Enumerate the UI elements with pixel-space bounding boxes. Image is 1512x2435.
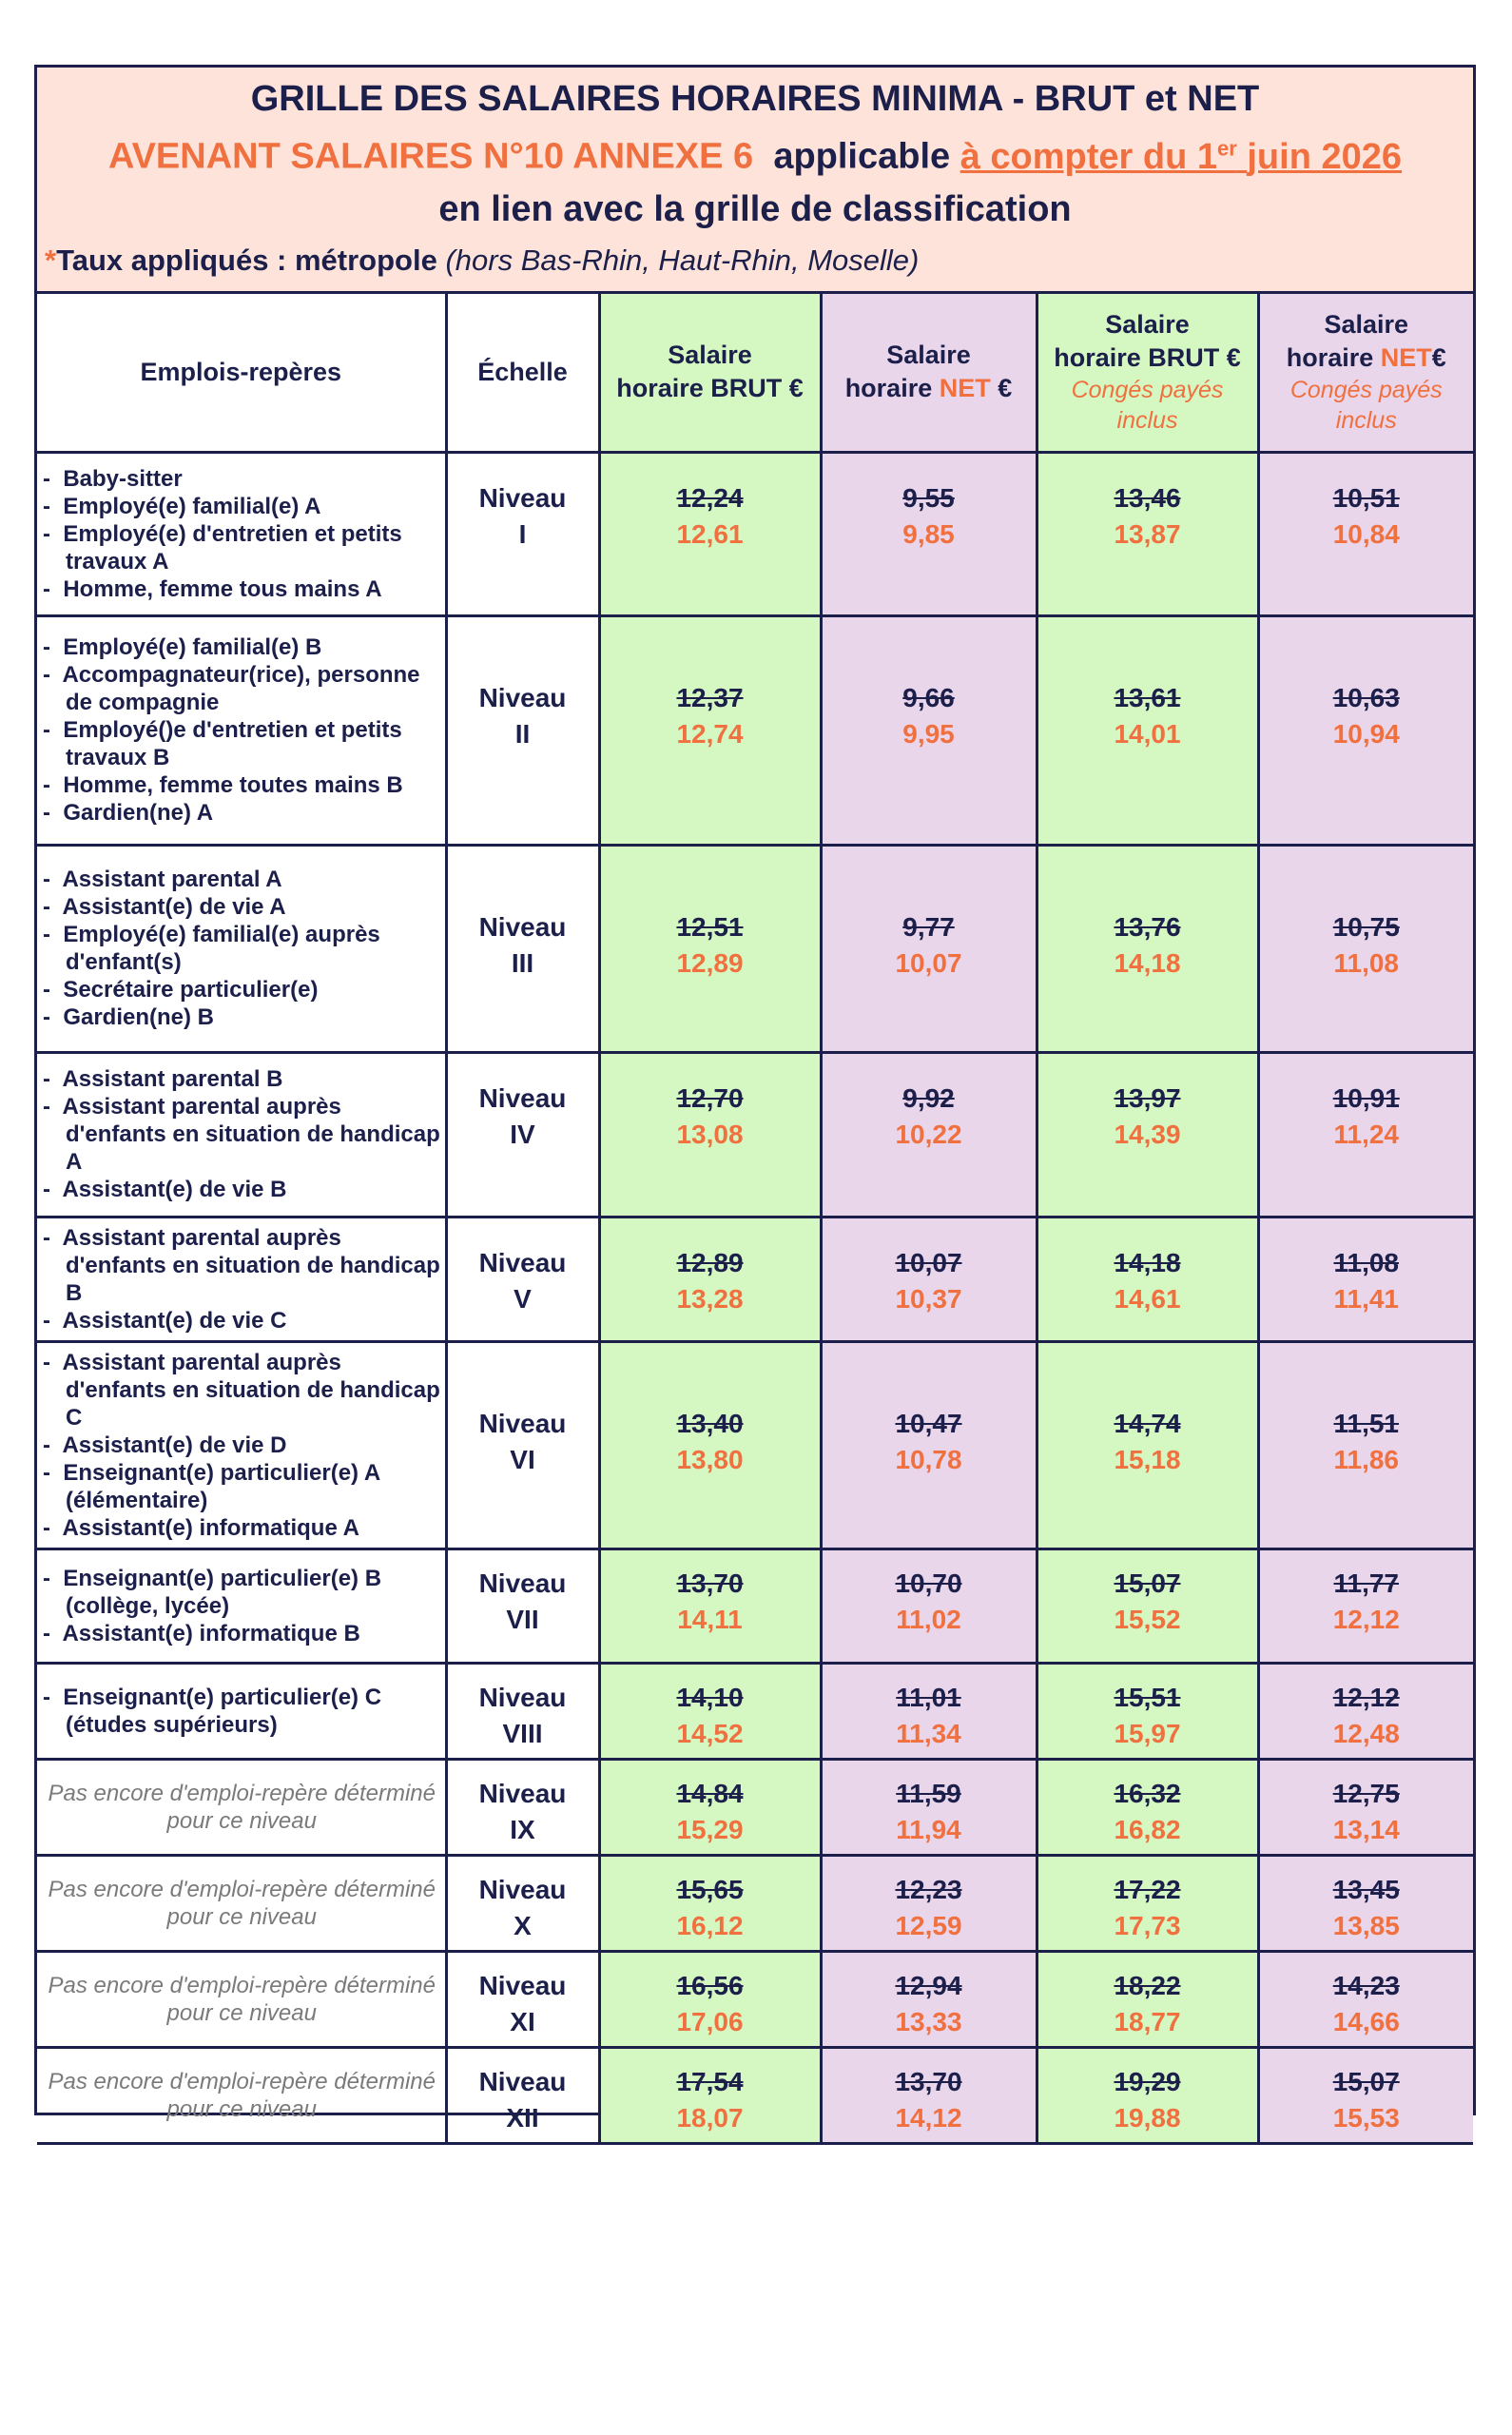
new-value: 12,12 [1332,1604,1400,1634]
document-title: GRILLE DES SALAIRES HORAIRES MINIMA - BRUT et NET [250,79,1260,119]
job-item: - Assistant(e) informatique A [43,1514,441,1542]
salary-table [37,294,1473,2145]
job-item: - Assistant parental A [43,866,441,893]
new-value: 11,41 [1333,1283,1400,1314]
old-value: 10,51 [1332,482,1400,513]
jobs-cell [37,452,446,615]
old-value: 9,55 [902,482,955,513]
effective-date-prefix: à compter du 1 [960,136,1218,177]
net-cp-cell [1258,1217,1473,1341]
col-header-netcp-sub: Congés payés inclus [1289,376,1443,435]
table-row [37,1341,1473,1549]
brut-cp-cell [1037,1951,1258,2047]
brut-cp-cell [1037,845,1258,1052]
job-item: - Assistant parental B [43,1065,441,1093]
old-value: 12,37 [676,682,744,712]
table-row [37,452,1473,615]
net-cell [821,1341,1037,1549]
net-cell [821,1855,1037,1951]
rate-note-italic: (hors Bas-Rhin, Haut-Rhin, Moselle) [445,244,920,277]
new-value: 10,84 [1332,518,1400,549]
new-value: 15,53 [1332,2102,1400,2133]
old-value: 19,29 [1114,2066,1181,2096]
job-item: - Enseignant(e) particulier(e) C (études supérieurs) [43,1684,441,1739]
jobs-cell: Pas encore d'emploi-repère déterminé pour ce niveau [37,1759,446,1855]
net-cp-cell [1258,1341,1473,1549]
job-item: - Accompagnateur(rice), personne de compagnie [43,661,441,716]
new-value: 14,12 [895,2102,962,2133]
old-value: 10,70 [895,1568,962,1598]
col-header-net-l2b: NET [939,374,991,403]
new-value: 14,66 [1332,2006,1400,2036]
effective-date-sup: er [1217,136,1237,160]
old-value: 13,46 [1114,482,1181,513]
old-value: 13,70 [676,1568,744,1598]
old-value: 13,97 [1114,1082,1181,1113]
jobs-cell [37,1052,446,1217]
col-header-netcp-l2c: € [1431,342,1446,372]
level-roman: II [514,718,531,749]
new-value: 15,18 [1114,1444,1181,1474]
brut-cp-cell [1037,2047,1258,2143]
jobs-list [43,1224,441,1334]
job-item: - Homme, femme tous mains A [43,575,441,603]
brut-cp-cell [1037,1855,1258,1951]
old-value: 12,24 [676,482,744,513]
old-value: 10,07 [895,1247,962,1277]
level-label: Niveau [478,1082,567,1113]
net-cell [821,1217,1037,1341]
brut-cell [599,452,821,615]
document-header [37,68,1473,294]
old-value: 17,22 [1114,1874,1181,1904]
new-value: 10,78 [895,1444,962,1474]
new-value: 10,94 [1332,718,1400,749]
jobs-list [43,1684,441,1739]
col-header-net-l2c: € [998,374,1013,403]
level-roman: I [518,518,527,549]
jobs-list [43,465,441,603]
old-value: 12,51 [676,911,744,942]
old-value: 15,07 [1114,1568,1181,1598]
col-header-brut-l2: horaire BRUT € [616,374,804,403]
new-value: 10,37 [895,1283,962,1314]
table-row [37,1759,1473,1855]
jobs-list [43,1065,441,1203]
new-value: 13,87 [1114,518,1181,549]
brut-cell [599,845,821,1052]
job-item: - Assistant(e) informatique B [43,1620,441,1647]
col-header-net-l2a: horaire [844,374,933,403]
col-header-brutcp-l2: horaire BRUT € [1054,342,1241,372]
job-item: - Homme, femme toutes mains B [43,771,441,799]
old-value: 12,89 [676,1247,744,1277]
jobs-cell [37,1549,446,1663]
col-header-net-l1: Salaire [886,341,971,370]
rate-note-bold: Taux appliqués : métropole [56,244,437,277]
level-roman: VI [510,1444,535,1474]
job-item: - Baby-sitter [43,465,441,493]
level-cell [446,1217,599,1341]
level-cell [446,1052,599,1217]
new-value: 15,97 [1114,1718,1181,1748]
col-header-netcp-l1: Salaire [1324,309,1409,339]
level-roman: XII [506,2102,539,2133]
job-item: - Assistant(e) de vie D [43,1432,441,1459]
table-row [37,845,1473,1052]
level-roman: V [514,1283,532,1314]
old-value: 14,74 [1114,1408,1181,1438]
net-cp-cell [1258,845,1473,1052]
old-value: 16,32 [1114,1778,1181,1808]
table-row [37,615,1473,845]
jobs-cell [37,1341,446,1549]
old-value: 14,84 [676,1778,744,1808]
col-header-net [821,294,1037,452]
col-header-jobs: Emplois-repères [37,294,446,452]
new-value: 12,59 [895,1910,962,1940]
brut-cell [599,1052,821,1217]
brut-cp-cell [1037,1341,1258,1549]
brut-cp-cell [1037,1217,1258,1341]
old-value: 11,01 [896,1682,961,1712]
brut-cell [599,1217,821,1341]
net-cell [821,1052,1037,1217]
new-value: 9,95 [902,718,955,749]
new-value: 13,08 [676,1119,744,1149]
net-cell [821,615,1037,845]
jobs-cell [37,1663,446,1759]
old-value: 17,54 [676,2066,744,2096]
job-item: - Enseignant(e) particulier(e) A (élémentaire) [43,1459,441,1514]
level-cell [446,1759,599,1855]
brut-cell [599,2047,821,2143]
net-cell [821,452,1037,615]
net-cell [821,1663,1037,1759]
old-value: 12,12 [1332,1682,1400,1712]
old-value: 11,59 [896,1778,961,1808]
brut-cp-cell [1037,452,1258,615]
level-label: Niveau [478,911,567,942]
table-row [37,1951,1473,2047]
new-value: 12,48 [1332,1718,1400,1748]
old-value: 11,08 [1333,1247,1400,1277]
old-value: 14,10 [676,1682,744,1712]
brut-cp-cell [1037,1052,1258,1217]
old-value: 10,47 [895,1408,962,1438]
level-label: Niveau [478,1247,567,1277]
old-value: 11,77 [1333,1568,1400,1598]
level-label: Niveau [478,1778,567,1808]
brut-cell [599,1549,821,1663]
job-item: - Assistant(e) de vie C [43,1307,441,1334]
old-value: 15,51 [1114,1682,1181,1712]
col-header-brut [599,294,821,452]
old-value: 12,23 [895,1874,962,1904]
level-label: Niveau [478,682,567,712]
net-cell [821,1549,1037,1663]
level-roman: VIII [502,1718,543,1748]
old-value: 12,75 [1332,1778,1400,1808]
new-value: 12,74 [676,718,744,749]
net-cell [821,845,1037,1052]
old-value: 10,91 [1332,1082,1400,1113]
amendment-line [37,136,1473,178]
net-cp-cell [1258,1759,1473,1855]
table-row [37,1549,1473,1663]
new-value: 10,07 [895,947,962,978]
level-cell [446,1951,599,2047]
jobs-cell: Pas encore d'emploi-repère déterminé pour ce niveau [37,1951,446,2047]
job-item: - Assistant parental auprès d'enfants en situation de handicap C [43,1349,441,1432]
level-label: Niveau [478,1568,567,1598]
job-item: - Employé(e) familial(e) B [43,633,441,661]
col-header-net-cp [1258,294,1473,452]
new-value: 19,88 [1114,2102,1181,2133]
brut-cell [599,1855,821,1951]
jobs-cell: Pas encore d'emploi-repère déterminé pour ce niveau [37,2047,446,2143]
level-label: Niveau [478,1874,567,1904]
net-cp-cell [1258,1855,1473,1951]
brut-cell [599,1951,821,2047]
applicable-label: applicable [773,136,951,177]
old-value: 13,70 [895,2066,962,2096]
rate-note-star: * [45,244,57,277]
job-item: - Assistant parental auprès d'enfants en situation de handicap B [43,1224,441,1307]
col-header-brutcp-l1: Salaire [1105,309,1190,339]
new-value: 17,06 [676,2006,744,2036]
table-row [37,1052,1473,1217]
job-item: - Assistant(e) de vie B [43,1176,441,1203]
level-label: Niveau [478,1408,567,1438]
net-cp-cell [1258,452,1473,615]
job-item: - Employé(e) familial(e) A [43,493,441,520]
level-cell [446,1549,599,1663]
net-cell [821,1951,1037,2047]
old-value: 12,70 [676,1082,744,1113]
effective-date-suffix: juin 2026 [1247,136,1403,177]
old-value: 10,63 [1332,682,1400,712]
level-label: Niveau [478,1970,567,2000]
old-value: 15,65 [676,1874,744,1904]
table-header-row [37,294,1473,452]
old-value: 13,61 [1114,682,1181,712]
new-value: 12,61 [676,518,744,549]
old-value: 13,45 [1332,1874,1400,1904]
job-item: - Employé(e) d'entretien et petits travaux A [43,520,441,575]
old-value: 9,92 [902,1082,955,1113]
old-value: 10,75 [1332,911,1400,942]
jobs-list [43,1349,441,1542]
job-item: - Gardien(ne) B [43,1003,441,1031]
net-cell [821,2047,1037,2143]
old-value: 11,51 [1333,1408,1400,1438]
jobs-cell [37,615,446,845]
new-value: 9,85 [902,518,955,549]
level-roman: IV [510,1119,535,1149]
jobs-cell: Pas encore d'emploi-repère déterminé pour ce niveau [37,1855,446,1951]
new-value: 14,52 [676,1718,744,1748]
new-value: 16,12 [676,1910,744,1940]
new-value: 15,29 [676,1814,744,1844]
level-roman: X [514,1910,532,1940]
level-label: Niveau [478,2066,567,2096]
col-header-brut-cp [1037,294,1258,452]
old-value: 12,94 [895,1970,962,2000]
old-value: 18,22 [1114,1970,1181,2000]
old-value: 13,40 [676,1408,744,1438]
new-value: 10,22 [895,1119,962,1149]
new-value: 11,34 [896,1718,961,1748]
net-cp-cell [1258,615,1473,845]
net-cp-cell [1258,1549,1473,1663]
new-value: 14,01 [1114,718,1181,749]
new-value: 14,61 [1114,1283,1181,1314]
jobs-list [43,866,441,1031]
new-value: 13,80 [676,1444,744,1474]
col-header-scale: Échelle [446,294,599,452]
old-value: 14,23 [1332,1970,1400,2000]
level-cell [446,1663,599,1759]
brut-cell [599,1759,821,1855]
new-value: 17,73 [1114,1910,1181,1940]
new-value: 16,82 [1114,1814,1181,1844]
table-row [37,2047,1473,2143]
level-roman: III [511,947,534,978]
job-item: - Assistant parental auprès d'enfants en situation de handicap A [43,1093,441,1176]
brut-cp-cell [1037,1759,1258,1855]
job-item: - Employé()e d'entretien et petits travaux B [43,716,441,771]
amendment-label: AVENANT SALAIRES N°10 ANNEXE 6 [107,136,754,177]
brut-cp-cell [1037,1549,1258,1663]
brut-cp-cell [1037,1663,1258,1759]
brut-cell [599,615,821,845]
jobs-list [43,633,441,827]
table-row [37,1855,1473,1951]
level-label: Niveau [478,1682,567,1712]
old-value: 15,07 [1332,2066,1400,2096]
old-value: 16,56 [676,1970,744,2000]
brut-cell [599,1663,821,1759]
level-roman: XI [510,2006,535,2036]
net-cp-cell [1258,1951,1473,2047]
jobs-cell [37,1217,446,1341]
new-value: 12,89 [676,947,744,978]
new-value: 11,86 [1333,1444,1400,1474]
level-roman: IX [510,1814,535,1844]
new-value: 11,94 [896,1814,961,1844]
new-value: 15,52 [1114,1604,1181,1634]
table-row [37,1217,1473,1341]
new-value: 18,07 [676,2102,744,2133]
new-value: 11,24 [1333,1119,1400,1149]
job-item: - Secrétaire particulier(e) [43,976,441,1003]
job-item: - Employé(e) familial(e) auprès d'enfant(s) [43,921,441,976]
new-value: 13,14 [1332,1814,1400,1844]
old-value: 14,18 [1114,1247,1181,1277]
brut-cell [599,1341,821,1549]
jobs-cell [37,845,446,1052]
rate-note [45,244,919,278]
document-subtitle: en lien avec la grille de classification [438,189,1072,229]
new-value: 13,28 [676,1283,744,1314]
new-value: 14,18 [1114,947,1181,978]
level-cell [446,2047,599,2143]
new-value: 14,11 [677,1604,743,1634]
level-cell [446,615,599,845]
salary-grid-document [34,65,1476,2133]
net-cp-cell [1258,2047,1473,2143]
level-cell [446,1341,599,1549]
jobs-list [43,1565,441,1647]
level-label: Niveau [478,482,567,513]
level-cell [446,845,599,1052]
new-value: 13,85 [1332,1910,1400,1940]
old-value: 9,66 [902,682,955,712]
new-value: 18,77 [1114,2006,1181,2036]
brut-cp-cell [1037,615,1258,845]
new-value: 13,33 [895,2006,962,2036]
col-header-netcp-l2a: horaire [1286,342,1374,372]
new-value: 11,02 [896,1604,961,1634]
level-cell [446,1855,599,1951]
net-cp-cell [1258,1663,1473,1759]
net-cell [821,1759,1037,1855]
job-item: - Gardien(ne) A [43,799,441,827]
level-roman: VII [506,1604,539,1634]
col-header-netcp-l2b: NET [1380,342,1432,372]
new-value: 11,08 [1333,947,1400,978]
job-item: - Assistant(e) de vie A [43,893,441,921]
table-row [37,1663,1473,1759]
col-header-brutcp-sub: Congés payés inclus [1071,376,1224,435]
net-cp-cell [1258,1052,1473,1217]
old-value: 13,76 [1114,911,1181,942]
effective-date [960,137,1402,177]
old-value: 9,77 [902,911,955,942]
job-item: - Enseignant(e) particulier(e) B (collège, lycée) [43,1565,441,1620]
col-header-brut-l1: Salaire [668,341,752,370]
level-cell [446,452,599,615]
new-value: 14,39 [1114,1119,1181,1149]
